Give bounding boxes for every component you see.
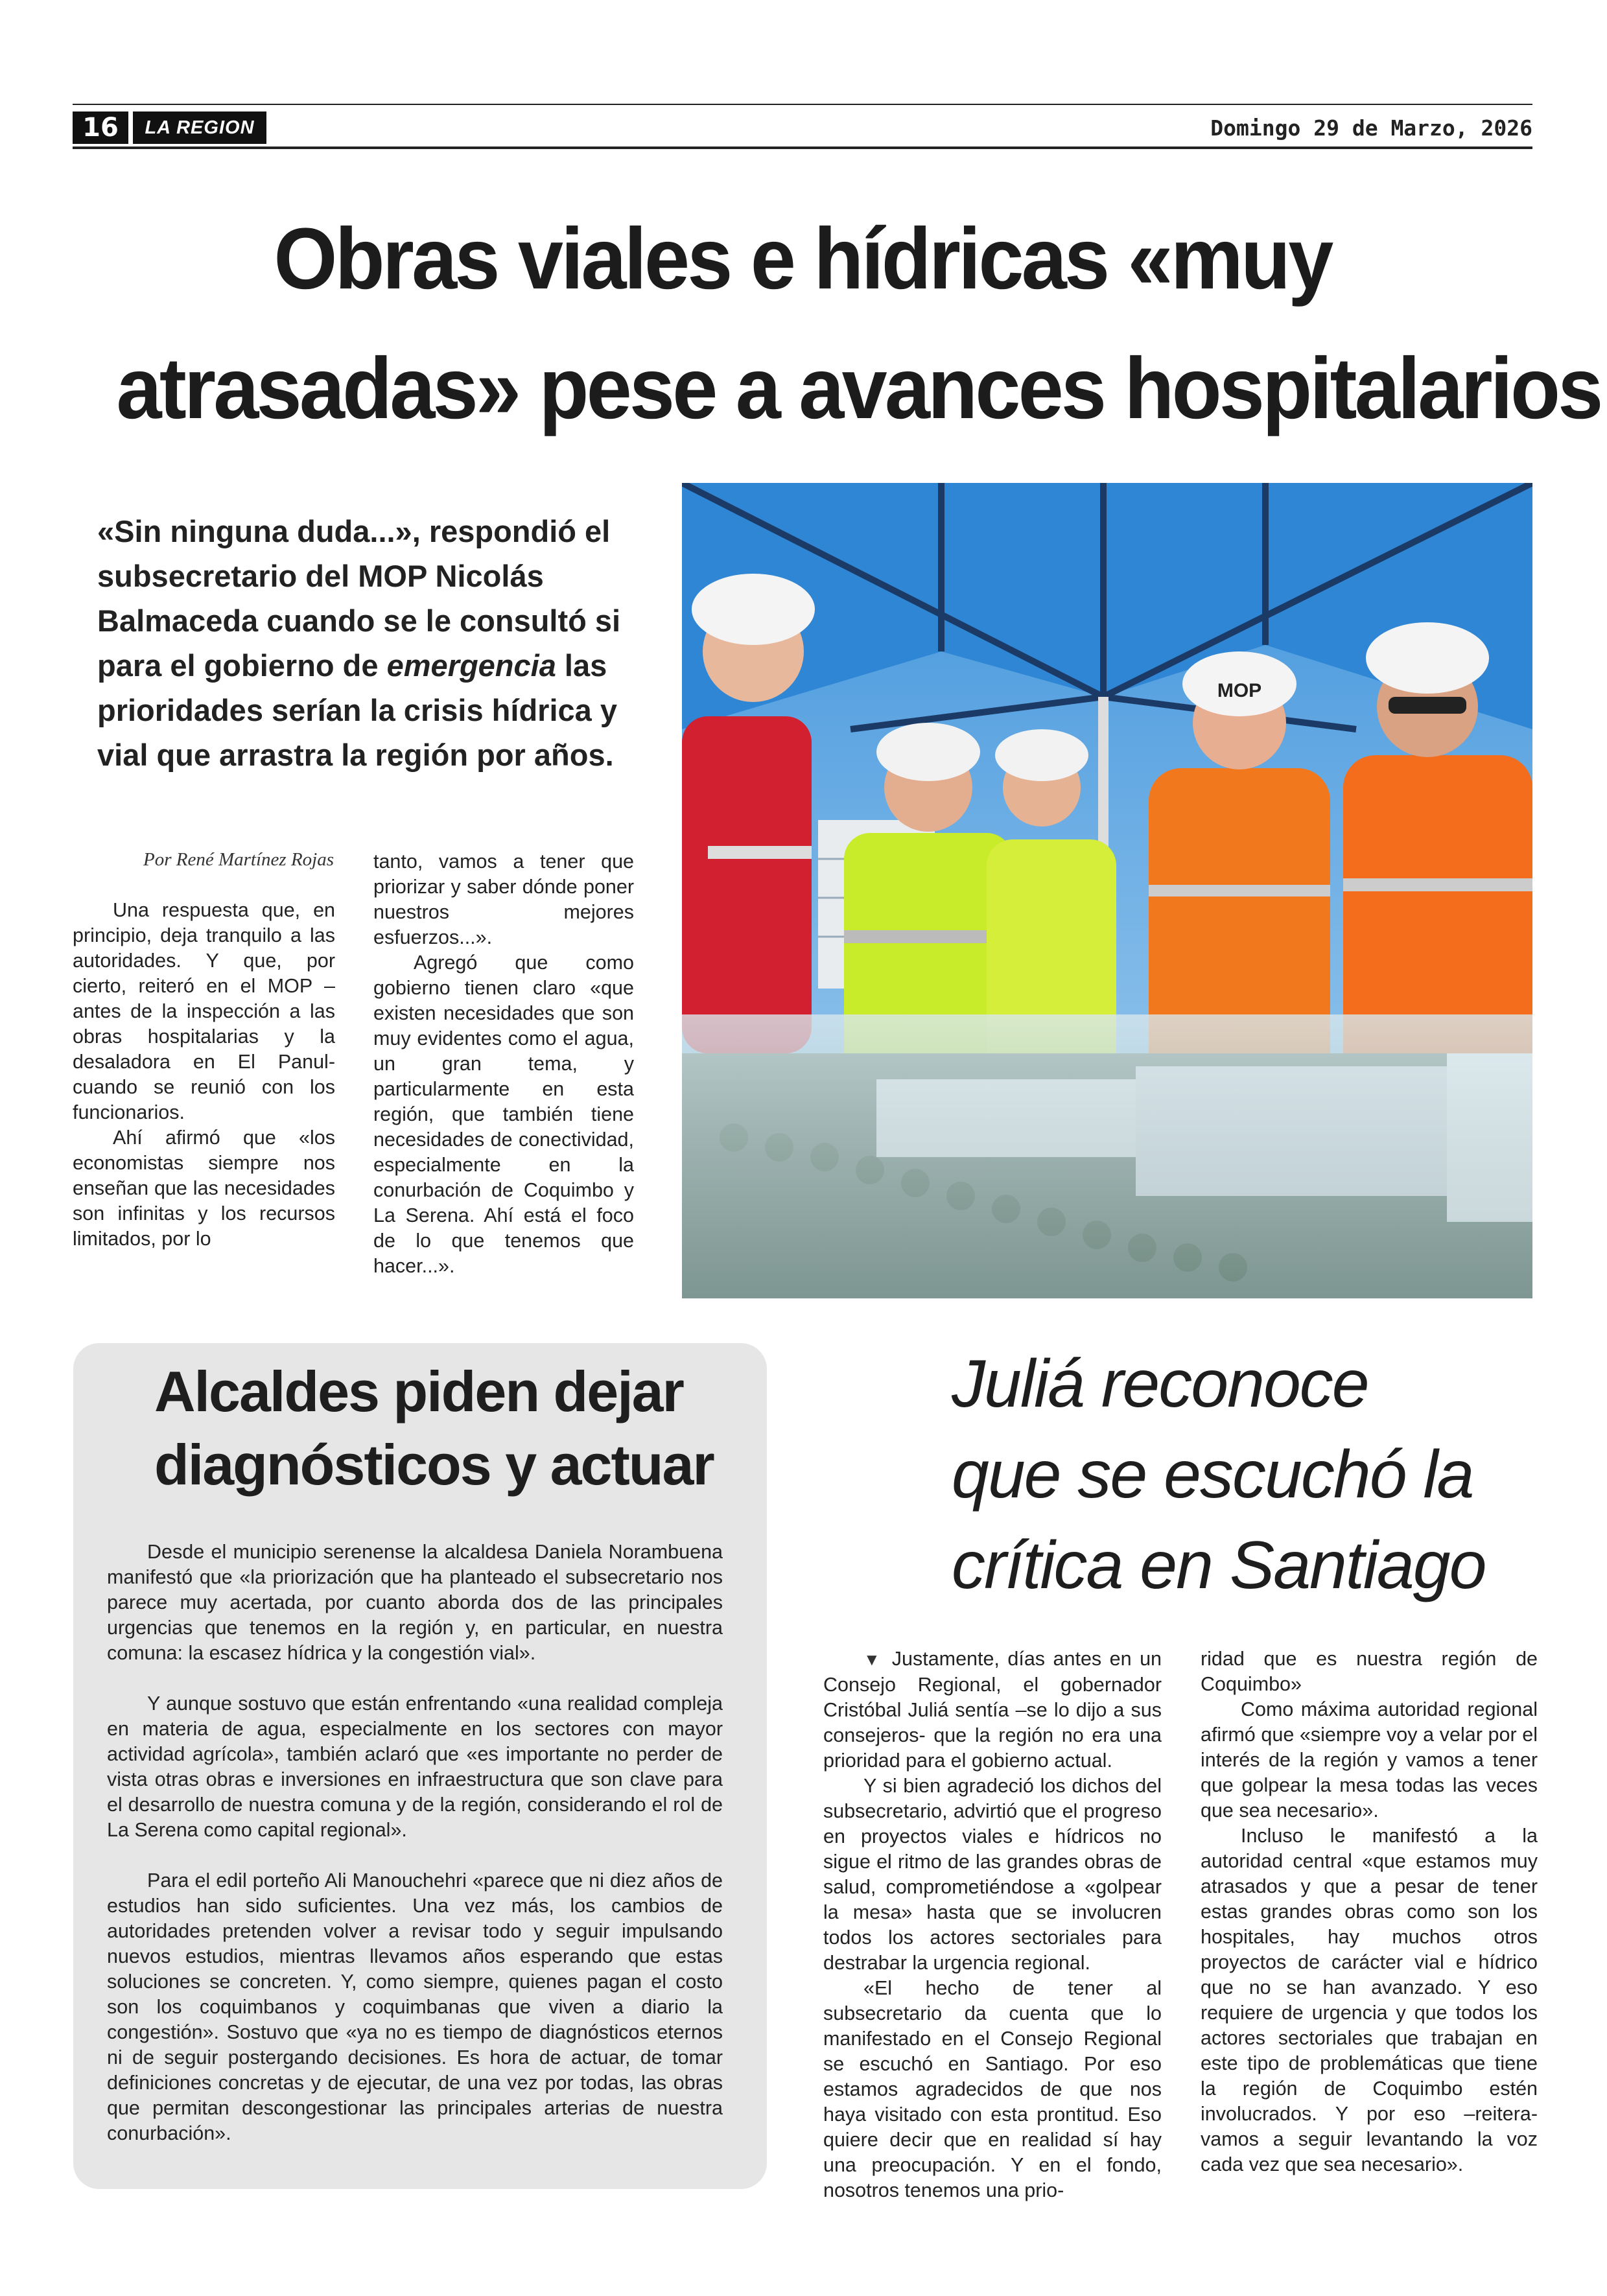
- paragraph: Y aunque sostuvo que están enfrentando «una realidad compleja en materia de agua, especialmente en los sectores con mayor actividad agrícola», también aclaró que «es importante no perder de vista otras obras e inversiones en infraestructura que son clave para el desarrollo de nuestra comuna y de la región, considerando el rol de La Serena como capital regional».: [107, 1693, 723, 1841]
- section-column-2: [1201, 1646, 1538, 2177]
- issue-date: Domingo 29 de Marzo, 2026: [1210, 115, 1532, 141]
- section-title-line-3: crítica en Santiago: [952, 1528, 1486, 1603]
- paragraph: Incluso le manifestó a la autoridad central «que estamos muy atrasados y que a pesar de tener estas grandes obras como son los hospitales, hay muchos otros proyectos de carácter vial e hídrico que no se han avanzado. Y eso requiere de urgencia y que todos los actores sectoriales que trabajan en este tipo de problemáticas que tiene la región de Coquimbo estén involucrados. Y por eso –reitera- vamos a seguir levantando la voz cada vez que sea necesario».: [1201, 1825, 1538, 2175]
- article-photo: [682, 483, 1532, 1298]
- paragraph: Agregó que como gobierno tienen claro «que existen necesidades que son muy evidentes como el agua, un gran tema, y particularmente en esta región, que también tiene necesidades de conectividad, especialmente en la conurbación de Coquimbo y La Serena. Ahí está el foco de lo que tenemos que hacer...».: [373, 952, 634, 1277]
- helmet-label: MOP: [1217, 680, 1262, 701]
- paragraph: ridad que es nuestra región de Coquimbo»: [1201, 1648, 1538, 1695]
- article-column-1: [73, 898, 335, 1252]
- paragraph-text: Justamente, días antes en un Consejo Regional, el gobernador Cristóbal Juliá sentía –se lo dijo a sus consejeros- que la región no era una prioridad para el gobierno actual.: [823, 1648, 1162, 1772]
- headline-line-2: atrasadas» pese a avances hospitalarios: [116, 340, 1601, 437]
- page-number: 16: [73, 111, 128, 144]
- photo-illustration: [682, 483, 1532, 1298]
- section-title-line-1: Juliá reconoce: [952, 1346, 1368, 1422]
- sidebar-body: [107, 1540, 723, 2172]
- sidebar-title: Alcaldes piden dejar diagnósticos y actuar: [154, 1359, 714, 1497]
- paragraph: Ahí afirmó que «los economistas siempre nos enseñan que las necesidades son infinitas y los recursos limitados, por lo: [73, 1127, 335, 1250]
- lede-paragraph: [97, 509, 629, 777]
- lede-text-2: las prioridades serían la crisis hídrica y vial que arrastra la región por años.: [97, 648, 617, 772]
- article-column-2: [373, 849, 634, 1279]
- section-column-1: [823, 1646, 1162, 2203]
- headline: [116, 194, 1601, 454]
- paragraph: Como máxima autoridad regional afirmó que «siempre voy a velar por el interés de la región y vamos a tener que golpear la mesa todas las veces que sea necesario».: [1201, 1698, 1538, 1822]
- header-top-rule: [73, 104, 1532, 105]
- byline: Por René Martínez Rojas: [143, 849, 334, 870]
- section-title: [952, 1339, 1535, 1611]
- paragraph: Para el edil porteño Ali Manouchehri «parece que ni diez años de estudios han sido suficientes. Una vez más, los cambios de autoridades pretenden volver a revisar todo y seguir impulsando nuevos estudios, mientras llevamos años esperando que estas soluciones se concreten. Y, como siempre, quienes pagan el costo son los coquimbanos y coquimbanas que viven a diario la congestión». Sostuvo que «ya no es tiempo de diagnósticos eternos ni de seguir postergando decisiones. Es hora de actuar, de tomar definiciones concretas y de ejecutar, de una vez por todas, las obras que permitan descongestionar las principales arterias de nuestra conurbación».: [107, 1869, 723, 2144]
- lede-text-1: «Sin ninguna duda...», respondió el subsecretario del MOP Nicolás Balmaceda cuando se le consultó si para el gobierno de: [97, 514, 621, 683]
- section-title-line-2: que se escuchó la: [952, 1437, 1473, 1512]
- paragraph: «El hecho de tener al subsecretario da cuenta que lo manifestado en el Consejo Regional se escuchó en Santiago. Por eso estamos agradecidos de que nos haya visitado con esta prontitud. Eso quiere decir que en realidad sí hay una preocupación. Y en el fondo, nosotros tenemos una prio-: [823, 1977, 1162, 2201]
- paragraph: Una respuesta que, en principio, deja tranquilo a las autoridades. Y que, por cierto, reiteró en el MOP –antes de la inspección a las obras hospitalarias y la desaladora en El Panul- cuando se reunió con los funcionarios.: [73, 899, 335, 1123]
- headline-line-1: Obras viales e hídricas «muy: [274, 211, 1331, 307]
- masthead-logo: LA REGION: [133, 111, 266, 144]
- paragraph: Desde el municipio serenense la alcaldesa Daniela Norambuena manifestó que «la priorización que ha planteado el subsecretario nos parece muy acertada, por cuanto aborda dos de las principales urgencias que tenemos en la región y, en particular, en nuestra comuna: la escasez hídrica y la congestión vial».: [107, 1541, 723, 1664]
- paragraph: Y si bien agradeció los dichos del subsecretario, advirtió que el progreso en proyectos viales e hídricos no sigue el ritmo de las grandes obras de salud, comprometiéndose a «golpear la mesa» hasta que se involucren todos los actores sectoriales para destrabar la urgencia regional.: [823, 1775, 1162, 1974]
- header-bottom-rule: [73, 146, 1532, 149]
- triangle-marker-icon: ▼: [863, 1650, 883, 1669]
- paragraph: tanto, vamos a tener que priorizar y saber dónde poner nuestros mejores esfuerzos...».: [373, 850, 634, 948]
- lede-emphasis: emergencia: [386, 648, 556, 683]
- paragraph: [823, 1646, 1162, 1774]
